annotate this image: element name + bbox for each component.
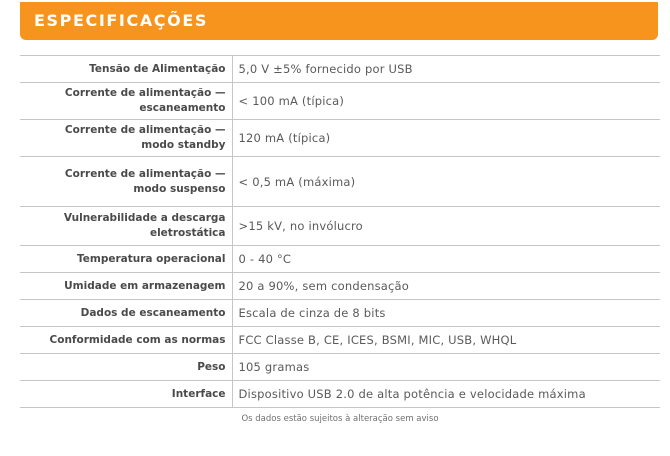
spec-label [20, 157, 232, 207]
spec-value: 0 - 40 °C [238, 252, 292, 266]
spec-value: 105 gramas [238, 360, 310, 374]
specifications-table [20, 55, 660, 408]
table-row [20, 207, 660, 246]
table-row [20, 157, 660, 207]
table-row [20, 246, 660, 273]
spec-label: Conformidade com as normas [20, 327, 232, 354]
spec-value: Escala de cinza de 8 bits [238, 306, 386, 320]
table-row [20, 120, 660, 157]
spec-value: 5,0 V ±5% fornecido por USB [238, 62, 413, 76]
section-title: ESPECIFICAÇÕES [34, 11, 209, 30]
table-row [20, 381, 660, 408]
spec-label: Tensão de Alimentação [20, 56, 232, 83]
spec-label [20, 207, 232, 246]
spec-label: Dados de escaneamento [20, 300, 232, 327]
spec-label: Peso [20, 354, 232, 381]
spec-label: Temperatura operacional [20, 246, 232, 273]
spec-value: 120 mA (típica) [238, 131, 331, 145]
spec-value: < 0,5 mA (máxima) [238, 174, 356, 189]
spec-label-line: escaneamento [139, 102, 226, 114]
table-row [20, 327, 660, 354]
spec-label-line: Corrente de alimentação — [64, 167, 226, 180]
spec-label-line: Corrente de alimentação — [64, 124, 226, 136]
spec-value: Dispositivo USB 2.0 de alta potência e velocidade máxima [238, 387, 586, 401]
section-header [20, 2, 658, 40]
spec-value: >15 kV, no invólucro [238, 219, 363, 233]
table-row [20, 354, 660, 381]
spec-label-line: modo suspenso [133, 182, 226, 195]
spec-label-line: Corrente de alimentação — [64, 87, 226, 99]
table-row [20, 56, 660, 83]
spec-label-line: modo standby [141, 139, 226, 151]
table-row [20, 273, 660, 300]
spec-value: < 100 mA (típica) [238, 94, 345, 108]
spec-value: FCC Classe B, CE, ICES, BSMI, MIC, USB, WHQL [238, 333, 517, 347]
spec-label [20, 120, 232, 157]
table-row [20, 300, 660, 327]
spec-label [20, 83, 232, 120]
spec-label-line: Vulnerabilidade a descarga [63, 212, 226, 224]
table-row [20, 83, 660, 120]
spec-label: Umidade em armazenagem [20, 273, 232, 300]
spec-value: 20 a 90%, sem condensação [238, 279, 410, 293]
spec-label: Interface [20, 381, 232, 408]
footnote: Os dados estão sujeitos à alteração sem aviso [241, 414, 439, 424]
spec-label-line: eletrostática [149, 227, 226, 239]
